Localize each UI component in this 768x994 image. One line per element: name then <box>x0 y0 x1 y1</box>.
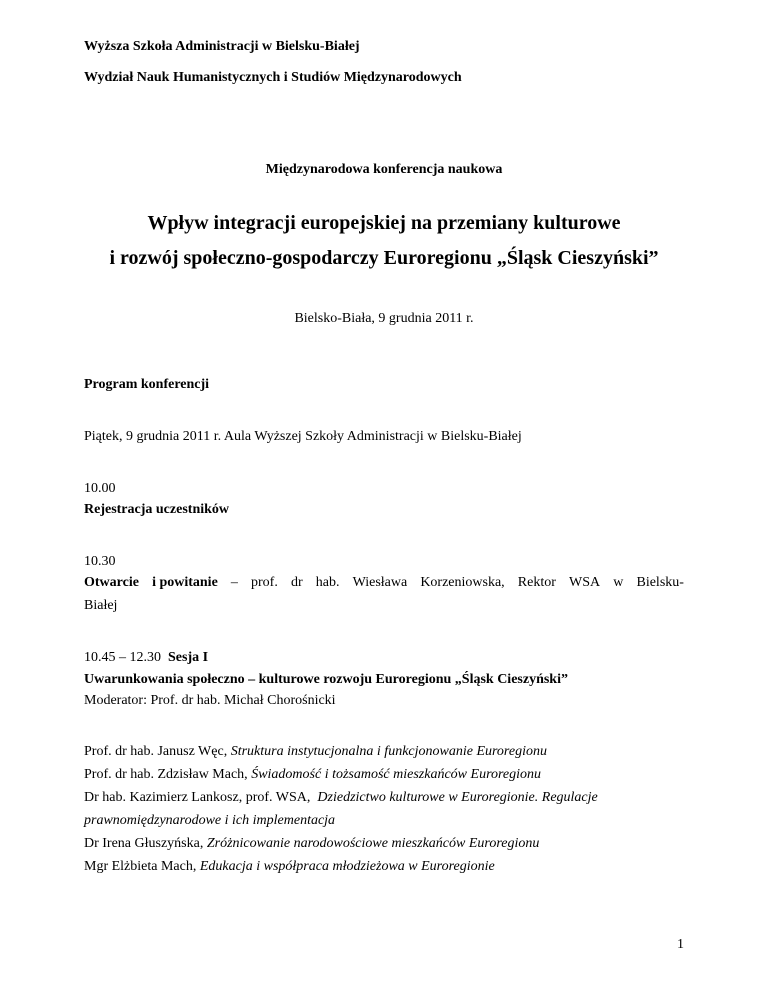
registration-label: Rejestracja uczestników <box>84 502 230 517</box>
talk-item <box>84 835 539 853</box>
talk-title: Zróżnicowanie narodowościowe mieszkańców Euroregionu <box>206 836 540 851</box>
program-heading: Program konferencji <box>84 377 210 392</box>
session-1-moderator: Moderator: Prof. dr hab. Michał Chorośnicki <box>84 693 336 708</box>
opening-word: w <box>613 575 624 590</box>
talk-title: Świadomość i tożsamość mieszkańców Euroregionu <box>251 767 542 782</box>
place-date: Bielsko-Biała, 9 grudnia 2011 r. <box>294 311 474 326</box>
opening-word-2: i powitanie <box>152 575 218 590</box>
opening-word-1: Otwarcie <box>84 575 139 590</box>
talk-item <box>84 743 547 761</box>
school-name: Wyższa Szkoła Administracji w Bielsku-Białej <box>84 39 360 54</box>
registration-time: 10.00 <box>84 481 116 496</box>
opening-time: 10.30 <box>84 554 116 569</box>
opening-word: WSA <box>569 575 601 590</box>
talk-item <box>84 789 598 807</box>
opening-word: Korzeniowska, <box>420 575 505 590</box>
talk-speaker: Prof. dr hab. Janusz Węc, <box>84 744 231 759</box>
conference-title-line-2: i rozwój społeczno-gospodarczy Euroregionu „Śląsk Cieszyński” <box>109 247 659 269</box>
day-info: Piątek, 9 grudnia 2011 r. Aula Wyższej Szkoły Administracji w Bielsku-Białej <box>84 429 522 444</box>
conference-title-line-1: Wpływ integracji europejskiej na przemiany kulturowe <box>147 212 621 234</box>
opening-continuation: Białej <box>84 598 118 613</box>
talk-speaker: Dr Irena Głuszyńska, <box>84 836 207 851</box>
opening-word: Rektor <box>517 575 556 590</box>
talk-item <box>84 766 541 784</box>
opening-word: Wiesława <box>352 575 408 590</box>
opening-word: hab. <box>315 575 340 590</box>
talk-title: Struktura instytucjonalna i funkcjonowanie Euroregionu <box>230 744 547 759</box>
talk-item <box>84 858 495 876</box>
session-1-theme: Uwarunkowania społeczno – kulturowe rozwoju Euroregionu „Śląsk Cieszyński” <box>84 672 568 687</box>
talk-title: Dziedzictwo kulturowe w Euroregionie. Regulacje <box>317 790 598 805</box>
page-number: 1 <box>677 937 684 952</box>
session-1-time: 10.45 – 12.30 <box>84 650 161 665</box>
talk-title-continuation <box>84 812 335 830</box>
talk-speaker: Dr hab. Kazimierz Lankosz, prof. WSA, <box>84 790 318 805</box>
talk-title: Edukacja i współpraca młodzieżowa w Euroregionie <box>199 859 495 874</box>
opening-word: prof. <box>251 575 278 590</box>
faculty-name: Wydział Nauk Humanistycznych i Studiów Międzynarodowych <box>84 70 462 85</box>
talk-speaker: Prof. dr hab. Zdzisław Mach, <box>84 767 252 782</box>
session-1-header <box>84 649 208 667</box>
talk-speaker: Mgr Elżbieta Mach, <box>84 859 200 874</box>
opening-word: dr <box>290 575 303 590</box>
opening-word: – <box>230 575 238 590</box>
talk-title-cont: prawnomiędzynarodowe i ich implementacja <box>84 813 336 828</box>
opening-word: Bielsku- <box>636 575 684 590</box>
session-1-label: Sesja I <box>168 650 209 665</box>
event-type: Międzynarodowa konferencja naukowa <box>265 162 503 177</box>
opening-line <box>84 574 684 592</box>
